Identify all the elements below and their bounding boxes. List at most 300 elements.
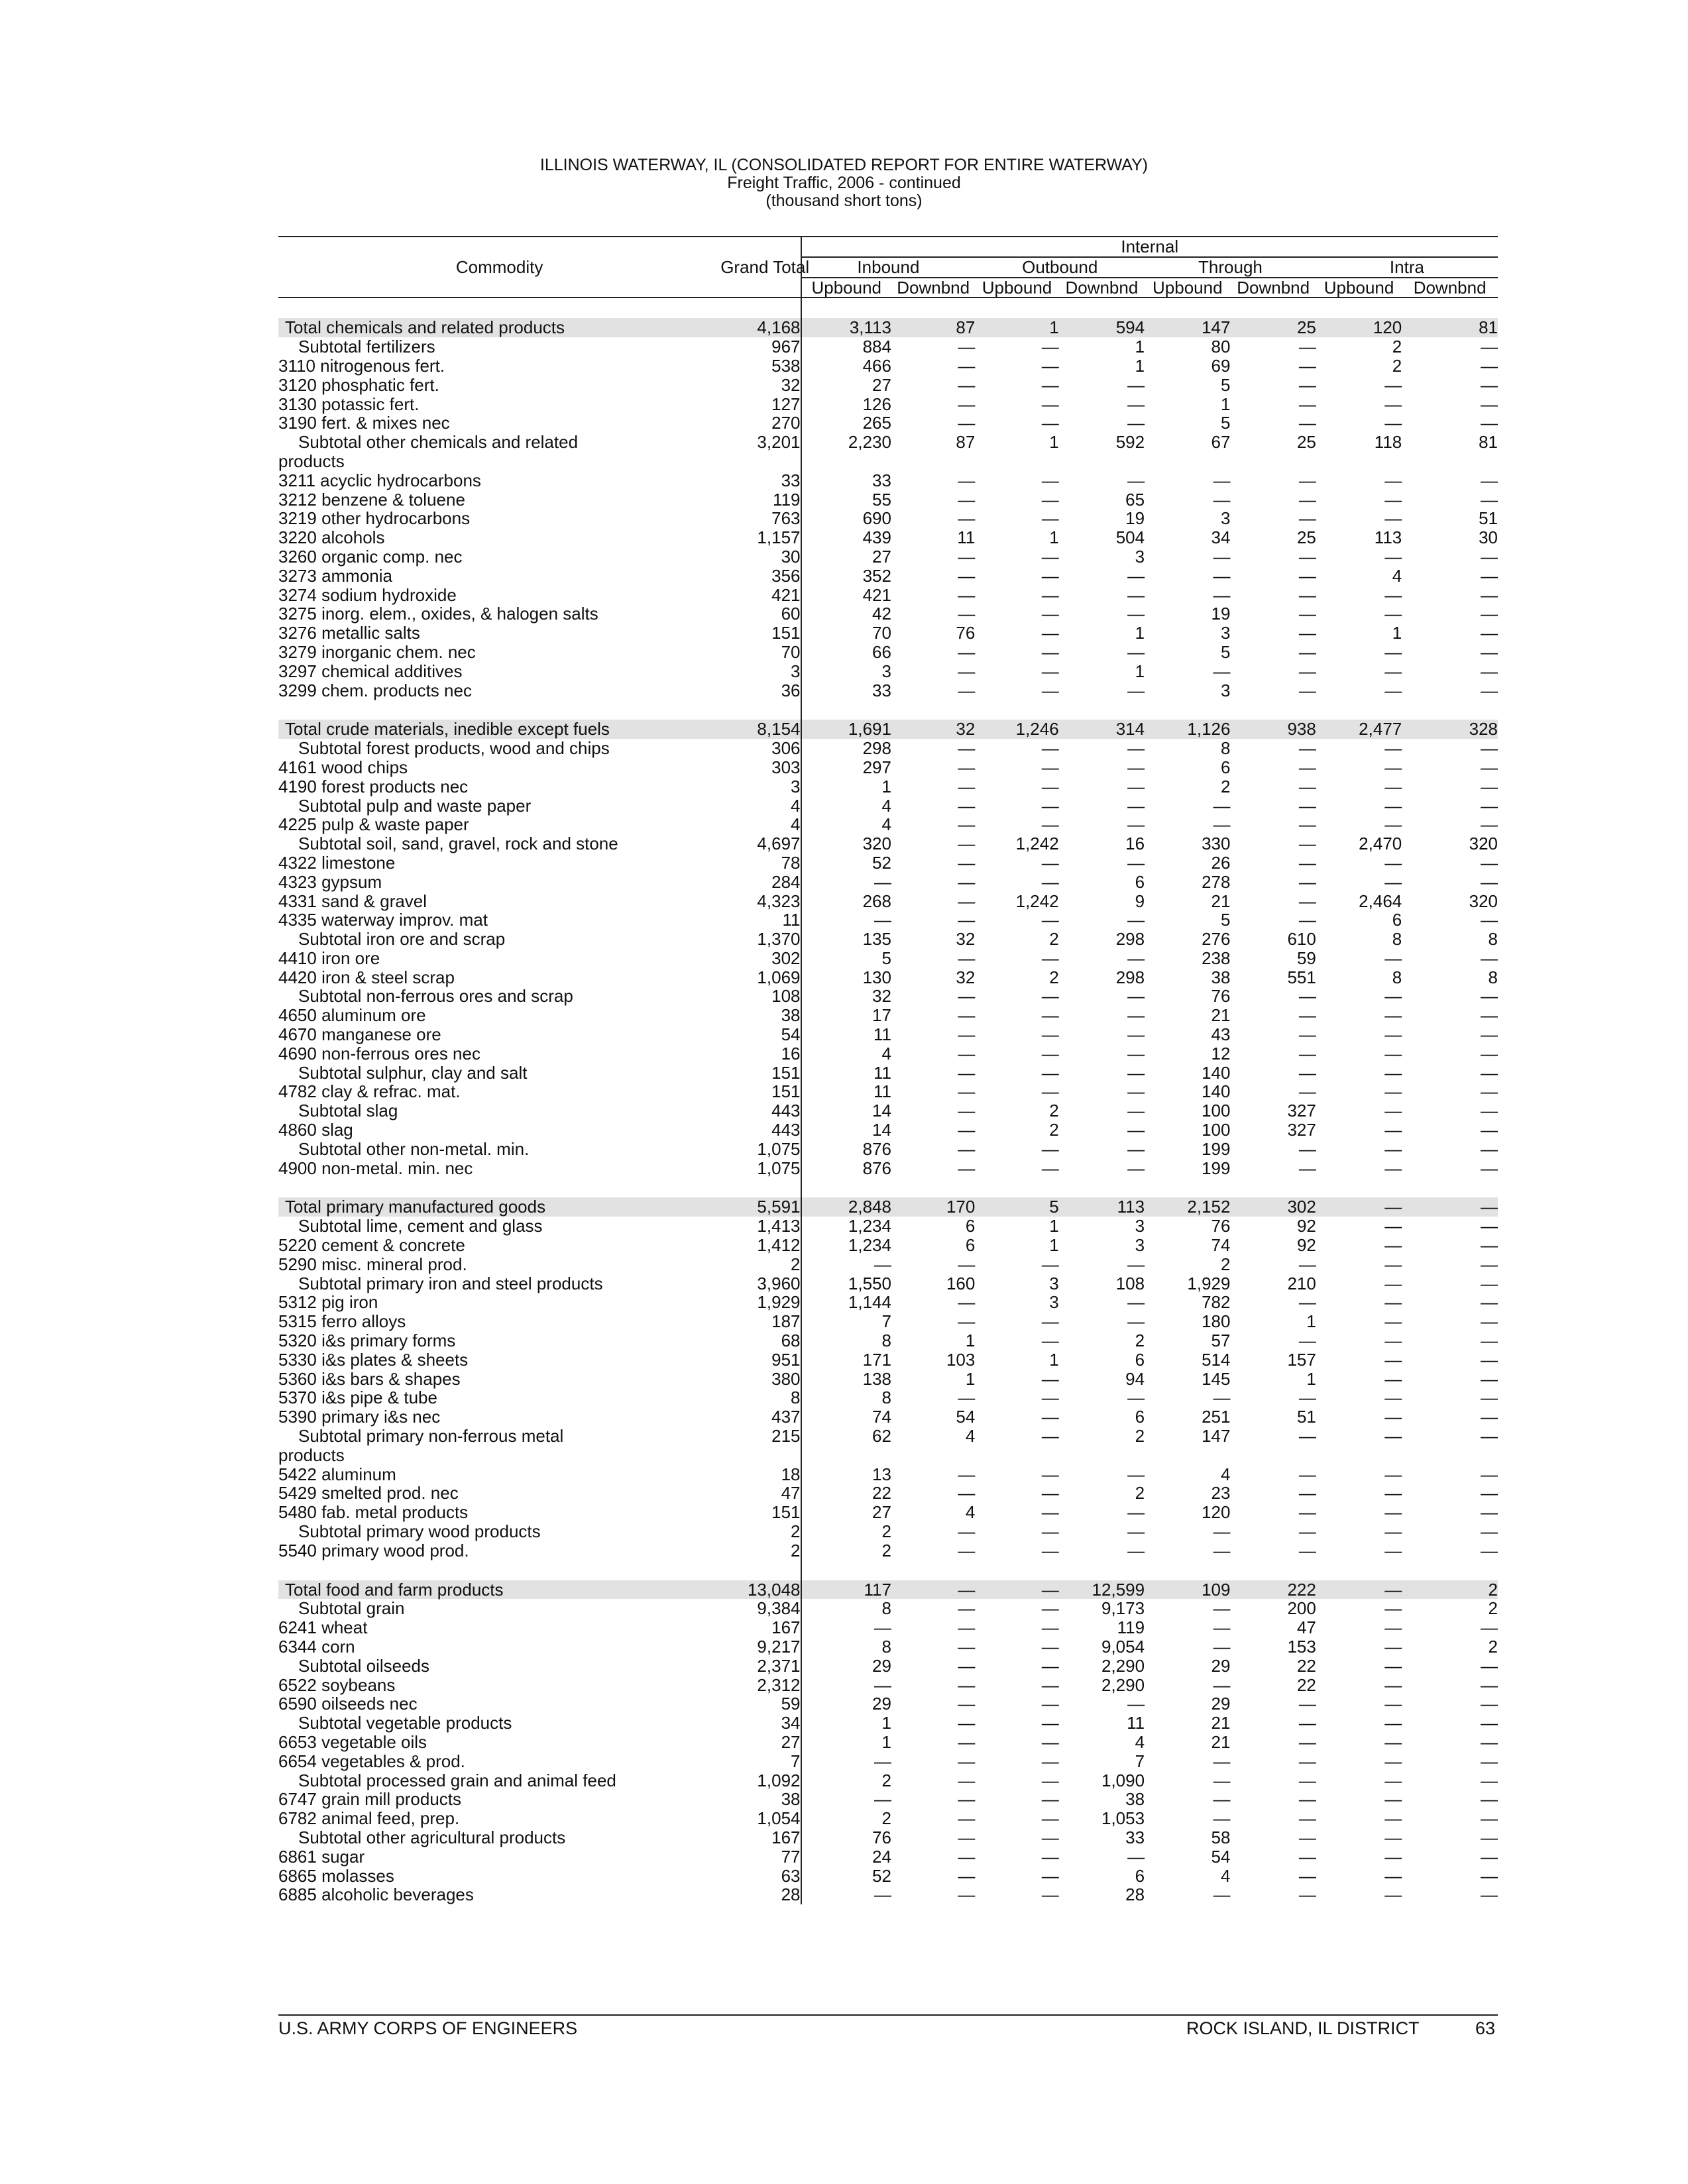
value-cell: —: [1384, 1005, 1402, 1026]
value-cell: —: [1384, 1502, 1402, 1523]
value-cell: 140: [1202, 1062, 1231, 1083]
value-cell: 4: [965, 1502, 976, 1523]
value-cell: [801, 452, 891, 471]
value-cell: —: [958, 1138, 976, 1159]
value-cell: —: [1041, 1005, 1059, 1026]
commodity-header: Commodity: [455, 256, 543, 277]
commodity-label: Subtotal other agricultural products: [298, 1827, 566, 1847]
value-cell: 120: [1316, 318, 1402, 337]
grand-total-cell: 151: [720, 1503, 801, 1522]
commodity-label: 4225 pulp & waste paper: [278, 814, 469, 835]
commodity-label: Subtotal iron ore and scrap: [298, 929, 506, 950]
value-cell: 1: [1049, 1349, 1059, 1370]
value-cell: —: [1384, 1808, 1402, 1829]
value-cell: 8: [1221, 738, 1231, 759]
value-cell: —: [1041, 1598, 1059, 1619]
value-cell: —: [1127, 814, 1145, 835]
commodity-label: 3279 inorganic chem. nec: [278, 641, 476, 662]
value-cell: —: [1041, 355, 1059, 376]
commodity-label: 3276 metallic salts: [278, 623, 420, 643]
value-cell: —: [1298, 1043, 1316, 1064]
value-cell: —: [1384, 1024, 1402, 1045]
value-cell: —: [1384, 374, 1402, 395]
value-cell: —: [1298, 1138, 1316, 1159]
commodity-label: products: [278, 1445, 345, 1465]
value-cell: —: [958, 1751, 976, 1771]
value-cell: —: [1481, 1617, 1498, 1638]
value-cell: —: [1041, 1865, 1059, 1886]
value-cell: 47: [1296, 1617, 1316, 1638]
value-cell: —: [958, 1254, 976, 1274]
value-cell: —: [1041, 1331, 1059, 1351]
value-cell: —: [1402, 1197, 1498, 1217]
table-row: [278, 1082, 1498, 1101]
value-cell: —: [1481, 738, 1498, 759]
value-cell: —: [1127, 1138, 1145, 1159]
value-cell: —: [1384, 1235, 1402, 1256]
value-cell: 14: [872, 1101, 891, 1121]
commodity-label: Subtotal primary non-ferrous metal: [298, 1426, 564, 1447]
commodity-label: 3260 organic comp. nec: [278, 546, 463, 567]
value-cell: 514: [1202, 1349, 1231, 1370]
value-cell: —: [1384, 986, 1402, 1007]
value-cell: —: [1213, 661, 1231, 681]
value-cell: —: [1213, 1388, 1231, 1408]
value-cell: —: [1213, 1598, 1231, 1619]
value-cell: —: [1041, 795, 1059, 816]
value-cell: 4: [881, 814, 891, 835]
value-cell: —: [1316, 1197, 1402, 1217]
grand-total-cell: 4,697: [720, 834, 801, 853]
value-cell: —: [1316, 1580, 1402, 1600]
commodity-label: Subtotal other chemicals and related: [298, 432, 579, 453]
value-cell: —: [1384, 1216, 1402, 1236]
value-cell: 8: [1392, 967, 1402, 987]
value-cell: —: [1384, 1540, 1402, 1560]
value-cell: 1,550: [848, 1273, 891, 1293]
commodity-label: Subtotal fertilizers: [298, 337, 435, 357]
value-cell: —: [1127, 1005, 1145, 1026]
value-cell: 43: [1211, 1024, 1231, 1045]
value-cell: —: [1041, 1138, 1059, 1159]
table-row: [278, 758, 1498, 777]
value-cell: —: [1384, 604, 1402, 624]
value-cell: —: [1298, 834, 1316, 854]
grand-total-cell: 151: [720, 624, 801, 643]
value-cell: —: [1041, 871, 1059, 892]
value-cell: —: [1384, 1674, 1402, 1695]
commodity-label: 6522 soybeans: [278, 1674, 396, 1695]
value-cell: —: [1481, 1024, 1498, 1045]
value-cell: —: [1041, 1483, 1059, 1503]
table-row: [278, 1752, 1498, 1771]
total-row: [278, 318, 1498, 337]
value-cell: —: [1041, 584, 1059, 605]
commodity-label: 5480 fab. metal products: [278, 1502, 469, 1523]
value-cell: 3: [1221, 508, 1231, 529]
table-row: [278, 586, 1498, 605]
value-cell: —: [1481, 355, 1498, 376]
value-cell: 3: [1221, 680, 1231, 700]
value-cell: —: [1481, 1674, 1498, 1695]
value-cell: —: [958, 1024, 976, 1045]
table-row: [278, 1159, 1498, 1178]
value-cell: 135: [862, 929, 891, 950]
value-cell: —: [1127, 1464, 1145, 1484]
grand-total-cell: [720, 1446, 801, 1465]
value-cell: 29: [872, 1655, 891, 1676]
value-cell: —: [873, 871, 891, 892]
table-row: [278, 1236, 1498, 1255]
commodity-label: 4670 manganese ore: [278, 1024, 441, 1045]
grand-total-cell: 167: [720, 1828, 801, 1847]
table-row: [278, 528, 1498, 547]
value-cell: 33: [1125, 1827, 1145, 1847]
value-cell: —: [1384, 1138, 1402, 1159]
value-cell: —: [1384, 1464, 1402, 1484]
value-cell: 54: [956, 1407, 976, 1427]
value-cell: —: [1481, 470, 1498, 490]
value-cell: —: [958, 641, 976, 662]
outbound-header: Outbound: [975, 257, 1145, 278]
value-cell: —: [1213, 470, 1231, 490]
value-cell: 120: [1202, 1502, 1231, 1523]
value-cell: 4: [881, 1043, 891, 1064]
value-cell: —: [1481, 1062, 1498, 1083]
value-cell: —: [1384, 776, 1402, 796]
value-cell: —: [958, 1464, 976, 1484]
value-cell: —: [1127, 565, 1145, 586]
value-cell: 421: [862, 584, 891, 605]
table-row: [278, 1790, 1498, 1809]
value-cell: —: [1481, 661, 1498, 681]
value-cell: —: [1298, 910, 1316, 930]
grand-total-cell: 32: [720, 376, 801, 395]
value-cell: —: [1384, 852, 1402, 873]
value-cell: 2: [881, 1770, 891, 1790]
value-cell: 160: [946, 1273, 976, 1293]
value-cell: 8: [881, 1331, 891, 1351]
value-cell: —: [1213, 1770, 1231, 1790]
table-row: [278, 604, 1498, 624]
table-row: [278, 1120, 1498, 1140]
table-row: [278, 567, 1498, 586]
value-cell: —: [1384, 413, 1402, 433]
value-cell: 884: [862, 337, 891, 357]
commodity-label: 3299 chem. products nec: [278, 680, 472, 700]
value-cell: 314: [1059, 720, 1145, 739]
value-cell: 1: [965, 1331, 976, 1351]
commodity-label: 6653 vegetable oils: [278, 1731, 427, 1752]
value-cell: —: [1298, 1884, 1316, 1905]
value-cell: 320: [862, 834, 891, 854]
value-cell: 30: [1479, 527, 1498, 548]
commodity-label: 6885 alcoholic beverages: [278, 1884, 474, 1905]
value-cell: 1: [1306, 1368, 1316, 1389]
value-cell: 170: [891, 1197, 975, 1217]
grand-total-cell: 1,157: [720, 528, 801, 547]
table-row: [278, 1847, 1498, 1867]
value-cell: 3: [1135, 1216, 1145, 1236]
commodity-label: 3212 benzene & toluene: [278, 489, 465, 510]
value-cell: —: [958, 680, 976, 700]
total-row: [278, 720, 1498, 739]
value-cell: 19: [1125, 508, 1145, 529]
value-cell: 92: [1296, 1216, 1316, 1236]
value-cell: 3,113: [801, 318, 891, 337]
grand-total-cell: 1,412: [720, 1236, 801, 1255]
value-cell: 8: [881, 1598, 891, 1619]
value-cell: —: [1041, 374, 1059, 395]
commodity-label: 4900 non-metal. min. nec: [278, 1158, 473, 1178]
value-cell: 14: [872, 1120, 891, 1140]
value-cell: —: [1298, 337, 1316, 357]
subtotal-row: [278, 1522, 1498, 1541]
value-cell: —: [1298, 1024, 1316, 1045]
value-cell: —: [958, 1694, 976, 1714]
value-cell: 70: [872, 623, 891, 643]
value-cell: —: [1384, 1713, 1402, 1733]
value-cell: —: [1213, 814, 1231, 835]
value-cell: —: [1127, 1101, 1145, 1121]
value-cell: —: [958, 337, 976, 357]
value-cell: —: [1384, 1043, 1402, 1064]
value-cell: 278: [1202, 871, 1231, 892]
value-cell: —: [1041, 757, 1059, 777]
value-cell: 2: [1488, 1598, 1498, 1619]
value-cell: —: [1384, 1636, 1402, 1657]
value-cell: —: [958, 661, 976, 681]
value-cell: 1: [1049, 432, 1059, 453]
value-cell: [1145, 452, 1230, 471]
commodity-label: 5429 smelted prod. nec: [278, 1483, 459, 1503]
value-cell: 76: [956, 623, 976, 643]
value-cell: —: [1384, 1331, 1402, 1351]
value-cell: 11: [873, 1024, 891, 1045]
value-cell: —: [975, 1580, 1058, 1600]
table-row: [278, 1465, 1498, 1484]
value-cell: —: [1481, 1216, 1498, 1236]
value-cell: —: [1298, 604, 1316, 624]
subtotal-row: [278, 1657, 1498, 1676]
value-cell: 23: [1211, 1483, 1231, 1503]
grand-total-cell: 3: [720, 662, 801, 681]
grand-total-cell: 380: [720, 1370, 801, 1389]
value-cell: 592: [1115, 432, 1145, 453]
value-cell: 9,173: [1101, 1598, 1145, 1619]
value-cell: —: [1041, 1388, 1059, 1408]
value-cell: —: [873, 1884, 891, 1905]
value-cell: 1: [1049, 1216, 1059, 1236]
commodity-label: 5390 primary i&s nec: [278, 1407, 441, 1427]
grand-total-cell: 108: [720, 987, 801, 1006]
grand-total-cell: 1,413: [720, 1217, 801, 1236]
value-cell: [891, 452, 975, 471]
value-cell: —: [1298, 1713, 1316, 1733]
value-cell: 76: [1211, 1216, 1231, 1236]
value-cell: 65: [1125, 489, 1145, 510]
value-cell: —: [958, 1731, 976, 1752]
value-cell: 2: [1135, 1483, 1145, 1503]
grand-total-cell: 34: [720, 1714, 801, 1733]
commodity-label: 5422 aluminum: [278, 1464, 396, 1484]
value-cell: 147: [1145, 318, 1230, 337]
value-cell: 5: [881, 948, 891, 968]
value-cell: —: [1481, 1120, 1498, 1140]
grand-total-cell: 1,075: [720, 1159, 801, 1178]
value-cell: 76: [1211, 986, 1231, 1007]
value-cell: —: [1213, 1789, 1231, 1810]
value-cell: [891, 1446, 975, 1465]
value-cell: —: [1481, 1770, 1498, 1790]
value-cell: —: [1298, 1827, 1316, 1847]
value-cell: —: [958, 1770, 976, 1790]
value-cell: 1: [1135, 355, 1145, 376]
table-row: [278, 1867, 1498, 1886]
value-cell: 327: [1287, 1101, 1316, 1121]
value-cell: 74: [872, 1407, 891, 1427]
footer-agency: U.S. ARMY CORPS OF ENGINEERS: [278, 2018, 578, 2038]
value-cell: 327: [1287, 1120, 1316, 1140]
value-cell: —: [1041, 948, 1059, 968]
value-cell: 2: [1221, 1254, 1231, 1274]
value-cell: 2: [1049, 1120, 1059, 1140]
total-row: [278, 1197, 1498, 1217]
value-cell: —: [873, 1674, 891, 1695]
grand-total-cell: 2,312: [720, 1676, 801, 1695]
value-cell: —: [1481, 1502, 1498, 1523]
value-cell: 11: [873, 1062, 891, 1083]
value-cell: 66: [872, 641, 891, 662]
value-cell: —: [1298, 814, 1316, 835]
subtotal-row: [278, 1217, 1498, 1236]
value-cell: 69: [1211, 355, 1231, 376]
table-row: [278, 1809, 1498, 1828]
table-row: [278, 1618, 1498, 1637]
value-cell: 7: [1135, 1751, 1145, 1771]
table-row: [278, 509, 1498, 528]
value-cell: —: [1481, 1540, 1498, 1560]
value-cell: 87: [956, 432, 976, 453]
grand-total-cell: 4: [720, 796, 801, 816]
value-cell: 1,144: [848, 1292, 891, 1313]
value-cell: —: [958, 1617, 976, 1638]
grand-total-cell: 1,370: [720, 930, 801, 949]
commodity-label: 4322 limestone: [278, 852, 396, 873]
commodity-label: 5220 cement & concrete: [278, 1235, 465, 1256]
value-cell: —: [1298, 1426, 1316, 1447]
value-cell: —: [1127, 1502, 1145, 1523]
value-cell: —: [1041, 1043, 1059, 1064]
value-cell: 12: [1211, 1043, 1231, 1064]
section-gap: [278, 298, 1498, 318]
value-cell: [1059, 1446, 1145, 1465]
value-cell: 17: [872, 1005, 891, 1026]
value-cell: [975, 1446, 1058, 1465]
value-cell: 1: [881, 1713, 891, 1733]
value-cell: 27: [872, 374, 891, 395]
table-row: [278, 395, 1498, 414]
value-cell: —: [958, 1081, 976, 1102]
value-cell: —: [1384, 1388, 1402, 1408]
value-cell: 690: [862, 508, 891, 529]
value-cell: 38: [1211, 967, 1231, 987]
value-cell: —: [958, 852, 976, 873]
value-cell: —: [1298, 470, 1316, 490]
value-cell: —: [958, 470, 976, 490]
value-cell: —: [1041, 1751, 1059, 1771]
value-cell: [1230, 1446, 1316, 1465]
value-cell: 21: [1211, 1713, 1231, 1733]
value-cell: 2,152: [1145, 1197, 1230, 1217]
value-cell: 504: [1115, 527, 1145, 548]
value-cell: —: [1481, 584, 1498, 605]
value-cell: —: [1384, 680, 1402, 700]
value-cell: 4: [1135, 1731, 1145, 1752]
value-cell: —: [1481, 1005, 1498, 1026]
table-row: [278, 413, 1498, 433]
value-cell: 62: [872, 1426, 891, 1447]
grand-total-cell: 9,217: [720, 1637, 801, 1657]
value-cell: —: [958, 546, 976, 567]
value-cell: [1402, 1446, 1498, 1465]
value-cell: —: [1298, 1388, 1316, 1408]
commodity-label: 4331 sand & gravel: [278, 891, 427, 911]
table-row: [278, 376, 1498, 395]
value-cell: 251: [1202, 1407, 1231, 1427]
subtotal-row: [278, 930, 1498, 949]
value-cell: —: [1298, 546, 1316, 567]
table-row: [278, 1503, 1498, 1522]
value-cell: —: [1384, 1694, 1402, 1714]
value-cell: 199: [1202, 1138, 1231, 1159]
grand-total-cell: 4,168: [720, 318, 801, 337]
value-cell: —: [1384, 1081, 1402, 1102]
value-cell: [1059, 452, 1145, 471]
value-cell: —: [1298, 355, 1316, 376]
value-cell: 199: [1202, 1158, 1231, 1178]
commodity-label: Subtotal soil, sand, gravel, rock and stone: [298, 834, 618, 854]
value-cell: —: [1127, 910, 1145, 930]
value-cell: —: [958, 1865, 976, 1886]
value-cell: 2: [1135, 1331, 1145, 1351]
through-header: Through: [1145, 257, 1316, 278]
value-cell: —: [958, 489, 976, 510]
value-cell: —: [1481, 1407, 1498, 1427]
value-cell: —: [1481, 1254, 1498, 1274]
value-cell: 2: [1049, 1101, 1059, 1121]
grand-total-cell: 187: [720, 1312, 801, 1331]
value-cell: —: [1481, 948, 1498, 968]
value-cell: 25: [1296, 432, 1316, 453]
commodity-label: 3130 potassic fert.: [278, 394, 420, 414]
value-cell: 117: [801, 1580, 891, 1600]
value-cell: —: [1298, 776, 1316, 796]
value-cell: 4: [1221, 1464, 1231, 1484]
grand-total-cell: 60: [720, 604, 801, 624]
value-cell: 1: [1135, 337, 1145, 357]
value-cell: —: [1041, 508, 1059, 529]
value-cell: —: [1298, 795, 1316, 816]
value-cell: —: [1298, 1808, 1316, 1829]
table-row: [278, 681, 1498, 700]
value-cell: 8: [1392, 929, 1402, 950]
commodity-label: Subtotal pulp and waste paper: [298, 795, 532, 816]
value-cell: —: [1298, 1292, 1316, 1313]
commodity-label: Subtotal primary wood products: [298, 1521, 541, 1541]
value-cell: —: [958, 1674, 976, 1695]
grand-total-cell: 538: [720, 356, 801, 376]
